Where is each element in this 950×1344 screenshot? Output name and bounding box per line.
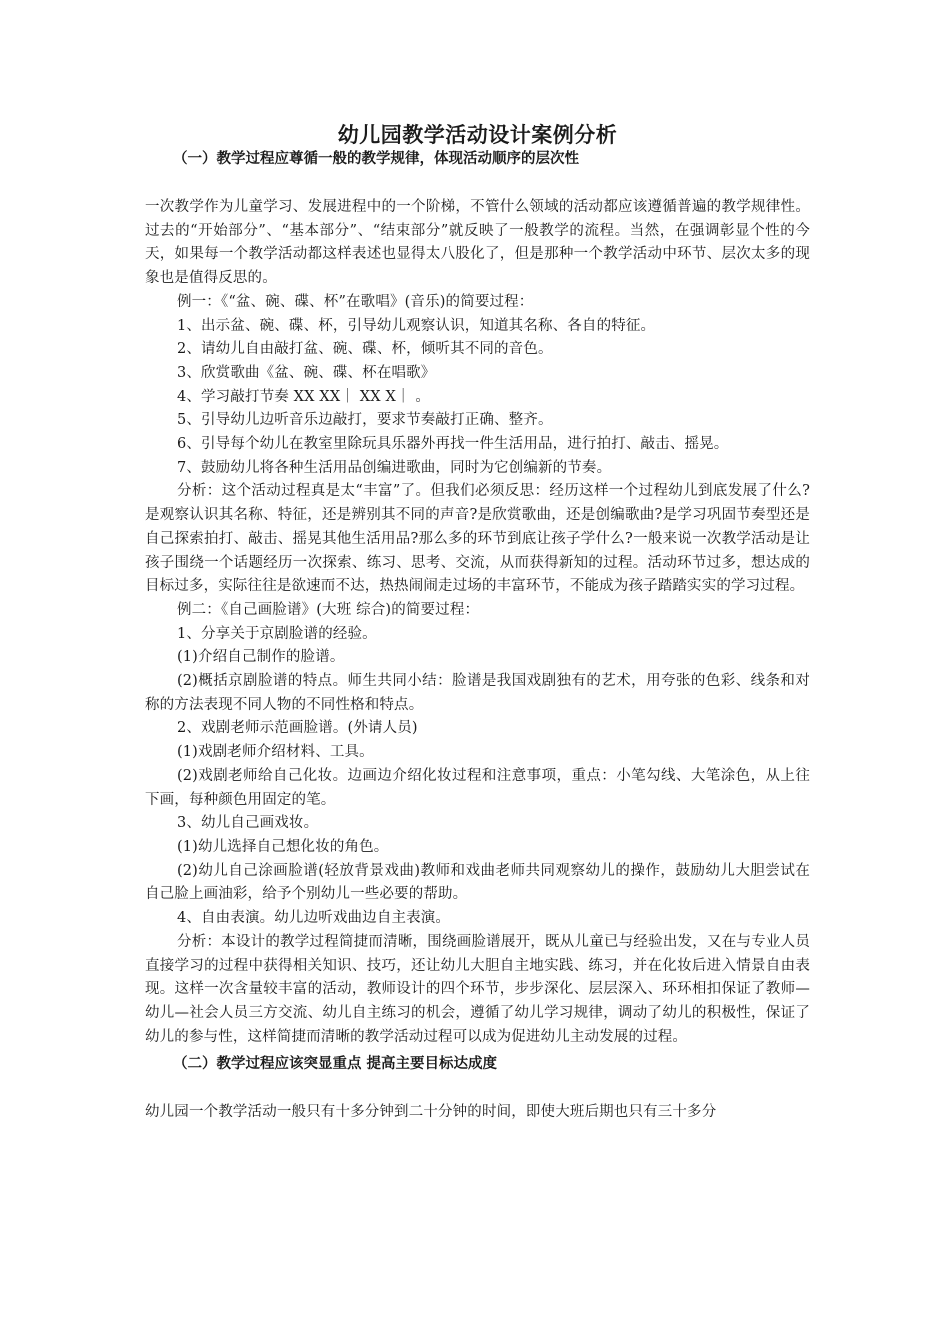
paragraph-analysis-2: 分析：本设计的教学过程简捷而清晰，围绕画脸谱展开，既从儿童已与经验出发，又在与专业人员直接学习的过程中获得相关知识、技巧，还让幼儿大胆自主地实践、练习，并在化妆后进入情景自由表现。这样一次含量较丰富的活动，教师设计的四个环节，步步深化、层层深入、环环相扣保证了教师—幼儿—社会人员三方交流、幼儿自主练习的机会，遵循了幼儿学习规律，调动了幼儿的积极性，保证了幼儿的参与性，这样简捷而清晰的教学活动过程可以成为促进幼儿主动发展的过程。 [145,933,810,1045]
list-item: 1、分享关于京剧脸谱的经验。 [177,625,377,642]
list-item: 3、欣赏歌曲《盆、碗、碟、杯在唱歌》 [177,364,436,381]
section-heading-2: （二）教学过程应该突显重点 提高主要目标达成度 [173,1056,498,1073]
list-item: 4、自由表演。幼儿边听戏曲边自主表演。 [177,910,451,927]
paragraph-analysis-1: 分析：这个活动过程真是太“丰富”了。但我们必须反思：经历这样一个过程幼儿到底发展了什么?是观察认识其名称、特征，还是辨别其不同的声音?是欣赏歌曲，还是创编歌曲?是学习巩固节奏型还是自己探索拍打、敲击、摇晃其他生活用品?那么多的环节到底让孩子学什么?一般来说一次教学活动是让孩子围绕一个话题经历一次探索、练习、思考、交流，从而获得新知的过程。活动环节过多，想达成的目标过多，实际往往是欲速而不达，热热闹闹走过场的丰富环节，不能成为孩子踏踏实实的学习过程。 [145,483,810,595]
paragraph-example-1: 例一：《“盆、碗、碟、杯”在歌唱》(音乐)的简要过程： [177,293,534,310]
document-title: 幼儿园教学活动设计案例分析 [337,122,618,147]
list-item: (1)戏剧老师介绍材料、工具。 [177,744,374,761]
document-page [145,118,810,1125]
list-item: (1)介绍自己制作的脸谱。 [177,649,345,666]
paragraph-section-2: 幼儿园一个教学活动一般只有十多分钟到二十分钟的时间，即使大班后期也只有三十多分 [145,1104,717,1121]
list-item: 2、请幼儿自由敲打盆、碗、碟、杯，倾听其不同的音色。 [177,341,553,358]
list-item: (2)戏剧老师给自己化妆。边画边介绍化妆过程和注意事项，重点：小笔勾线、大笔涂色，从上往下画，每种颜色用固定的笔。 [145,767,810,808]
list-item: (1)幼儿选择自己想化妆的角色。 [177,838,389,855]
list-item: 3、幼儿自己画戏妆。 [177,815,319,832]
list-item: 7、鼓励幼儿将各种生活用品创编进歌曲，同时为它创编新的节奏。 [177,459,612,476]
list-item: 5、引导幼儿边听音乐边敲打，要求节奏敲打正确、整齐。 [177,412,553,429]
list-item: 6、引导每个幼儿在教室里除玩具乐器外再找一件生活用品，进行拍打、敲击、摇晃。 [177,436,729,453]
list-item: (2)幼儿自己涂画脸谱(轻放背景戏曲)教师和戏曲老师共同观察幼儿的操作，鼓励幼儿大胆尝试在自己脸上画油彩，给予个别幼儿一些必要的帮助。 [145,862,810,903]
paragraph-example-2: 例二：《自己画脸谱》(大班 综合)的简要过程： [177,601,480,618]
spacer [145,170,810,196]
list-item: 1、出示盆、碗、碟、杯，引导幼儿观察认识，知道其名称、各自的特征。 [177,317,656,334]
list-item: 2、戏剧老师示范画脸谱。(外请人员) [177,720,418,737]
paragraph-intro: 一次教学作为儿童学习、发展进程中的一个阶梯，不管什么领域的活动都应该遵循普遍的教学规律性。过去的“开始部分”、“基本部分”、“结束部分”就反映了一般教学的流程。当然，在强调彰显个性的今天，如果每一个教学活动都这样表述也显得太八股化了，但是那种一个教学活动中环节、层次太多的现象也是值得反思的。 [145,199,810,287]
list-item: 4、学习敲打节奏 XX XX｜ XX X｜ 。 [177,388,430,405]
spacer [145,1075,810,1101]
section-heading-1: （一）教学过程应尊循一般的教学规律，体现活动顺序的层次性 [173,151,579,167]
list-item: (2)概括京剧脸谱的特点。师生共同小结：脸谱是我国戏剧独有的艺术，用夸张的色彩、线条和对称的方法表现不同人物的不同性格和特点。 [145,673,810,713]
